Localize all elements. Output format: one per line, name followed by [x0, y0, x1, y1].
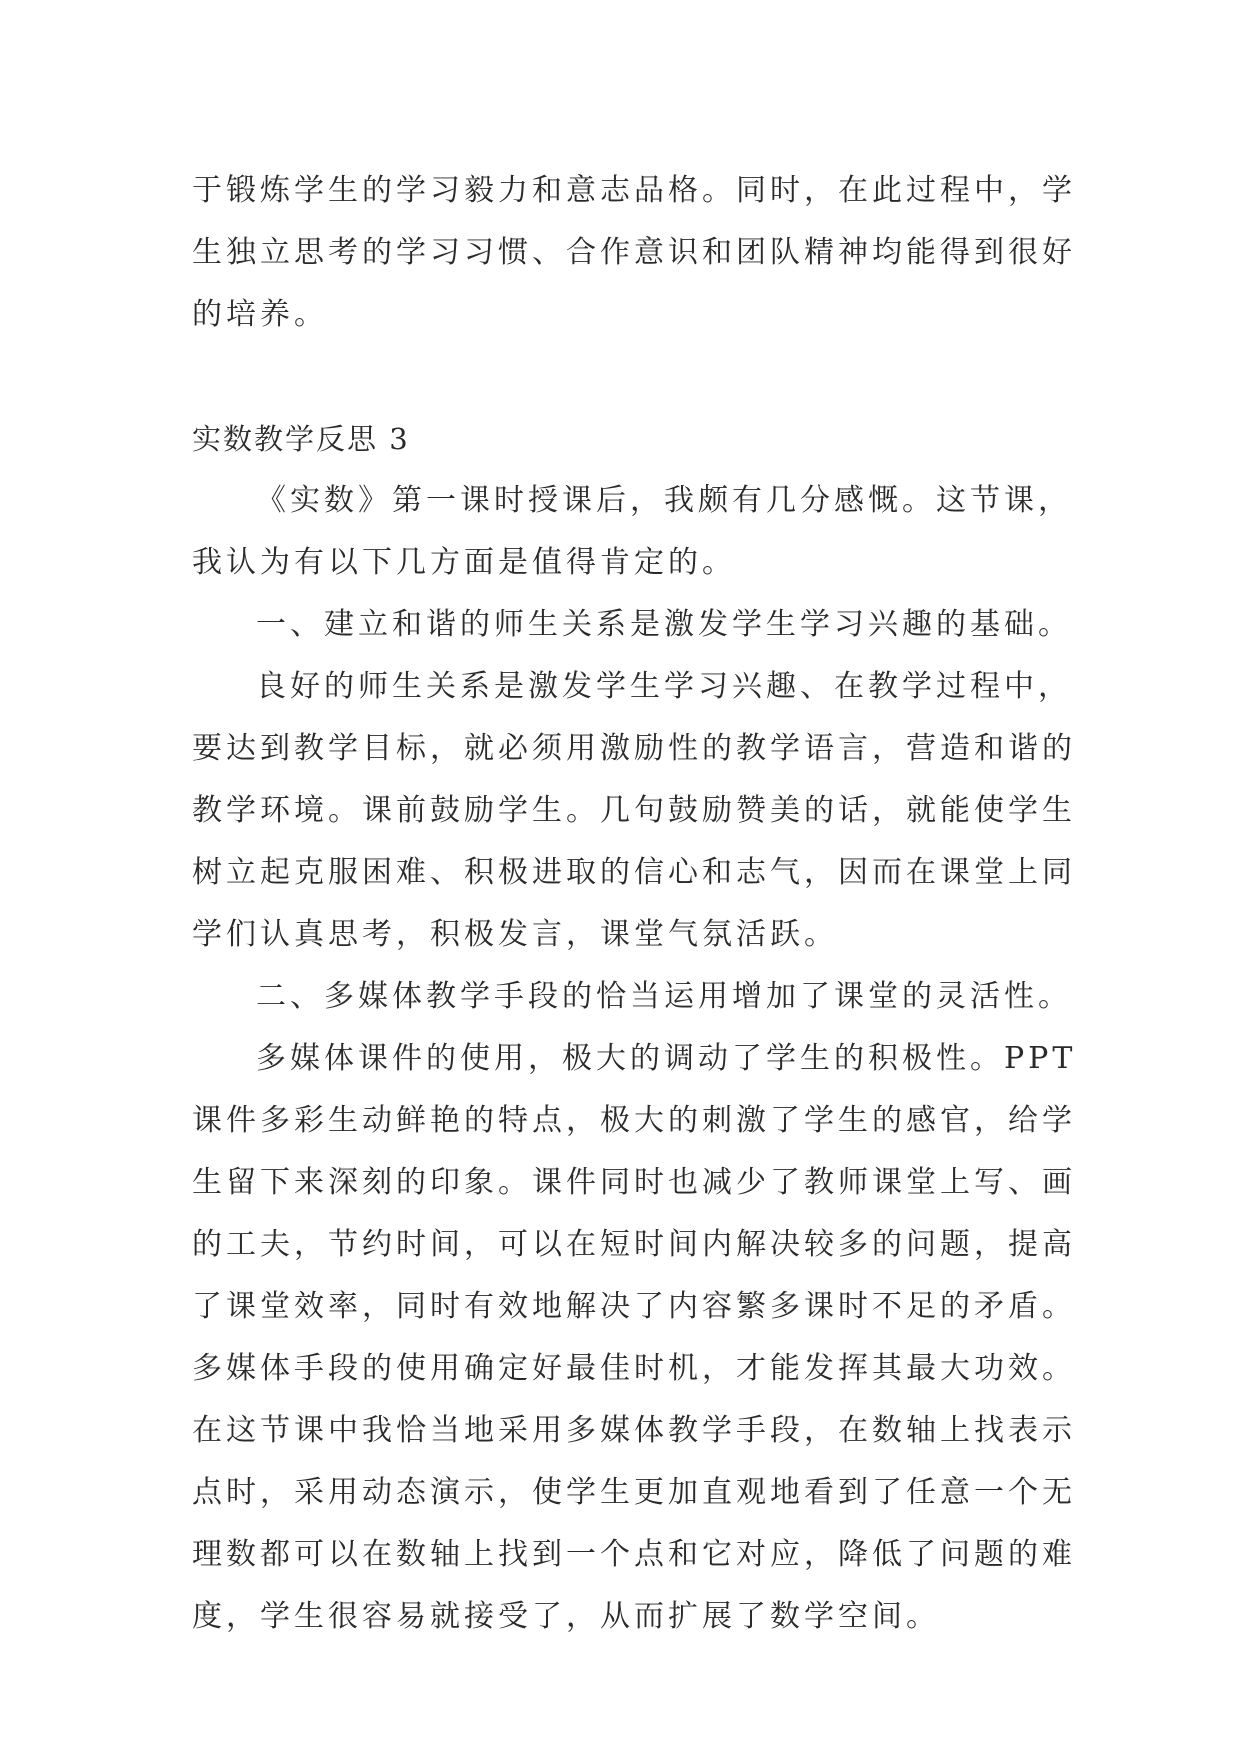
point2-body-line: 在这节课中我恰当地采用多媒体教学手段，在数轴上找表示: [192, 1413, 1076, 1448]
point1-body-line: 树立起克服困难、积极进取的信心和志气，因而在课堂上同: [192, 855, 1076, 890]
point2-body-line: 课件多彩生动鲜艳的特点，极大的刺激了学生的感官，给学: [192, 1103, 1076, 1138]
intro-line: 生独立思考的学习习惯、合作意识和团队精神均能得到很好: [192, 235, 1076, 270]
point2-body-line: 多媒体课件的使用，极大的调动了学生的积极性。PPT: [256, 1041, 1077, 1076]
point2-heading: 二、多媒体教学手段的恰当运用增加了课堂的灵活性。: [256, 979, 1072, 1014]
document-body: [192, 160, 1077, 1648]
paragraph-line: 我认为有以下几方面是值得肯定的。: [192, 545, 736, 580]
point2-body-line: 理数都可以在数轴上找到一个点和它对应，降低了问题的难: [192, 1537, 1076, 1572]
point2-body-line: 了课堂效率，同时有效地解决了内容繁多课时不足的矛盾。: [192, 1289, 1076, 1324]
point1-body-line: 教学环境。课前鼓励学生。几句鼓励赞美的话，就能使学生: [192, 793, 1076, 828]
point2-body-line: 的工夫，节约时间，可以在短时间内解决较多的问题，提高: [192, 1227, 1076, 1262]
point1-body-line: 良好的师生关系是激发学生学习兴趣、在教学过程中，: [256, 669, 1072, 704]
point2-body-line: 度，学生很容易就接受了，从而扩展了数学空间。: [192, 1599, 940, 1634]
point2-body-line: 生留下来深刻的印象。课件同时也减少了教师课堂上写、画: [192, 1165, 1076, 1200]
point2-body-line: 多媒体手段的使用确定好最佳时机，才能发挥其最大功效。: [192, 1351, 1076, 1386]
point1-body-line: 要达到教学目标，就必须用激励性的教学语言，营造和谐的: [192, 731, 1076, 766]
paragraph-line: 《实数》第一课时授课后，我颇有几分感慨。这节课，: [256, 483, 1072, 518]
point1-body-line: 学们认真思考，积极发言，课堂气氛活跃。: [192, 917, 838, 952]
point1-heading: 一、建立和谐的师生关系是激发学生学习兴趣的基础。: [256, 607, 1072, 642]
section-title: 实数教学反思 3: [192, 422, 410, 456]
point2-body-line: 点时，采用动态演示，使学生更加直观地看到了任意一个无: [192, 1475, 1076, 1510]
intro-line: 于锻炼学生的学习毅力和意志品格。同时，在此过程中，学: [192, 173, 1076, 208]
intro-line: 的培养。: [192, 297, 328, 332]
